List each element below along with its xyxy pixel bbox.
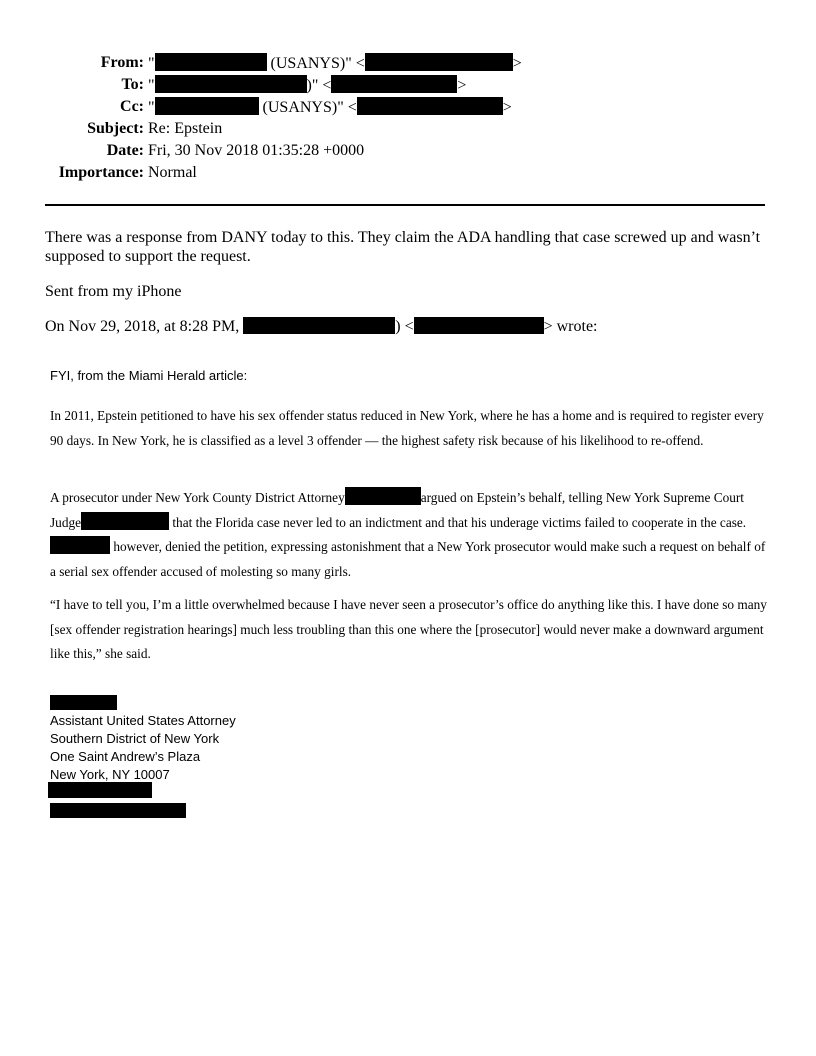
importance-label: Importance:	[58, 164, 144, 181]
subject-row	[0, 119, 816, 141]
redaction-wrote-name	[243, 317, 395, 334]
to-mid: )" <	[306, 77, 332, 94]
header-divider	[45, 204, 765, 206]
sent-from-line: Sent from my iPhone	[45, 283, 182, 300]
article-paragraph-3: “I have to tell you, I’m a little overwhelmed because I have never seen a prosecutor’s office do anything like this. I have done so many [sex offender registration hearings] much less troubling than this one where the [prosecutor] would never make a downward argument like this,” she said.	[50, 597, 767, 661]
redaction-from-name	[155, 53, 267, 71]
redaction-cc-name	[155, 97, 259, 115]
cc-mid: (USANYS)" <	[258, 99, 357, 116]
cc-label: Cc:	[120, 98, 144, 115]
to-row: To: " )" < >	[121, 76, 467, 94]
signature-city: New York, NY 10007	[50, 767, 170, 782]
reply-paragraph: There was a response from DANY today to this. They claim the ADA handling that case screwed up and wasn’t supposed to support the request.	[45, 229, 761, 265]
article-paragraph-1: In 2011, Epstein petitioned to have his sex offender status reduced in New York, where he has a home and is required to register every 90 days. In New York, he is classified as a level 3 offender — the highest safety risk because of his likelihood to re-offend.	[50, 408, 764, 448]
article-paragraph-2: A prosecutor under New York County District Attorney argued on Epstein’s behalf, telling New York Supreme Court Judge that the Florida case never led to an indictment and that his underage victims failed to cooperate in the case. however, denied the petition, expressing astonishment that a New York prosecutor would make such a request on behalf of a serial sex offender accused of molesting so many girls.	[50, 486, 770, 584]
wrote-line: On Nov 29, 2018, at 8:28 PM, ) < > wrote:	[45, 318, 598, 335]
importance-row	[0, 163, 816, 185]
redaction-judge-name	[81, 512, 169, 530]
subject-value: Re: Epstein	[148, 120, 223, 137]
date-label: Date:	[106, 142, 144, 159]
redaction-cc-email	[357, 97, 503, 115]
redaction-to-name	[155, 75, 307, 93]
signature-title: Assistant United States Attorney	[50, 713, 236, 728]
from-label: From:	[100, 54, 144, 71]
redaction-email	[50, 803, 186, 818]
cc-row: Cc: " (USANYS)" < >	[120, 98, 512, 116]
subject-label: Subject:	[87, 120, 144, 137]
redaction-phone	[48, 782, 152, 798]
signature-block	[50, 694, 236, 820]
quoted-intro: FYI, from the Miami Herald article:	[50, 368, 248, 383]
signature-office: Southern District of New York	[50, 731, 220, 746]
date-row	[0, 141, 816, 163]
from-row: From: " (USANYS)" < >	[100, 54, 522, 72]
importance-value: Normal	[148, 164, 197, 181]
date-value: Fri, 30 Nov 2018 01:35:28 +0000	[148, 142, 365, 159]
redaction-district-attorney	[345, 487, 421, 505]
from-mid: (USANYS)" <	[266, 55, 365, 72]
to-label: To:	[121, 76, 144, 93]
redaction-from-email	[365, 53, 513, 71]
redaction-signer-name	[50, 695, 117, 710]
redaction-wrote-email	[414, 317, 544, 334]
redaction-judge-surname	[50, 536, 110, 554]
redaction-to-email	[331, 75, 457, 93]
signature-street: One Saint Andrew’s Plaza	[50, 749, 201, 764]
